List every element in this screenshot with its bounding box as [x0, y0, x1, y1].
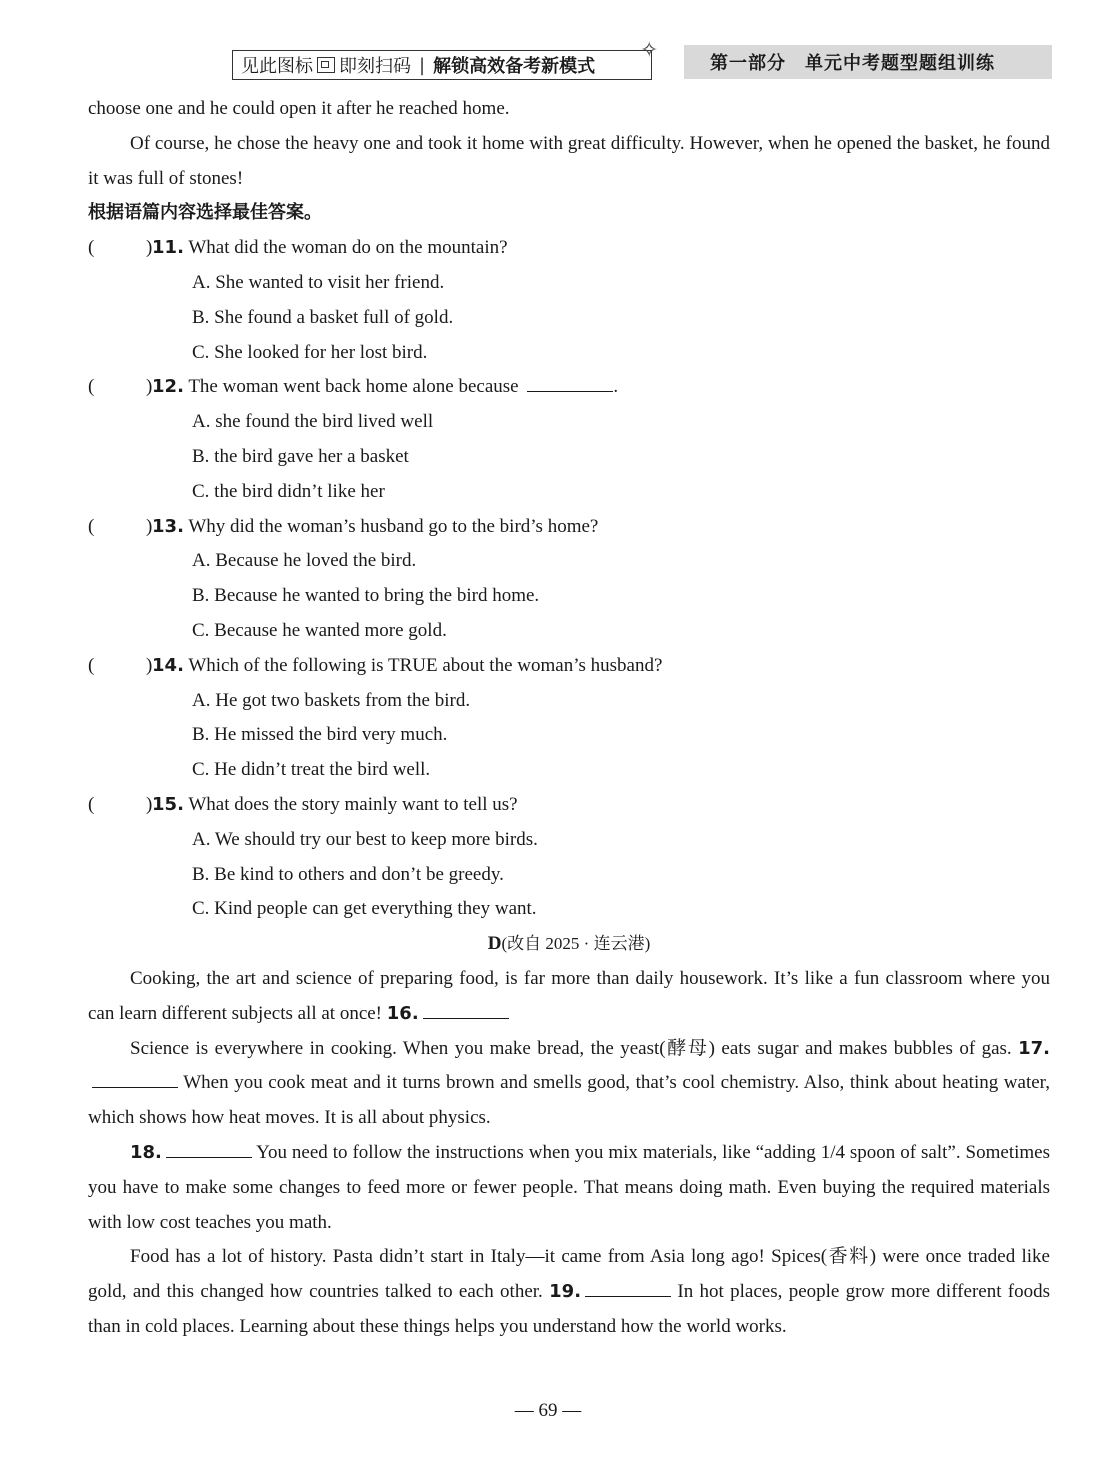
question-text: 13. Why did the woman’s husband go to the bird’s home? — [152, 515, 599, 537]
blank-number: 17. — [1018, 1037, 1051, 1059]
option: C. She looked for her lost bird. — [192, 341, 428, 363]
option: A. He got two baskets from the bird. — [192, 689, 471, 711]
question-text: 14. Which of the following is TRUE about the woman’s husband? — [152, 654, 663, 676]
passage-paragraph: Cooking, the art and science of preparing food, is far more than daily housework. It’s like a fun classroom where you can learn different subjects all at once! 16. — [88, 967, 1050, 1024]
passage-paragraph: 18. You need to follow the instructions when you mix materials, like “adding 1/4 spoon of salt”. Sometimes you have to make some changes to feed more or fewer people. That means doing math. Even buying the required materials with low cost teaches you math. — [88, 1136, 1050, 1240]
question-text: 12. The woman went back home alone because . — [152, 370, 618, 405]
section-source: (改自 2025 · 连云港) — [501, 934, 651, 954]
answer-paren-left: ( — [88, 515, 95, 537]
page-content — [88, 92, 1050, 1345]
instruction: 根据语篇内容选择最佳答案。 — [88, 202, 322, 224]
answer-paren-left: ( — [88, 376, 95, 398]
banner-divider: | — [419, 54, 426, 76]
answer-paren-right: ) — [146, 654, 153, 676]
option: B. She found a basket full of gold. — [192, 306, 454, 328]
blank-number: 19. — [549, 1281, 582, 1303]
answer-paren-right: ) — [146, 237, 153, 259]
question-number: 15 — [152, 793, 178, 815]
option: C. the bird didn’t like her — [192, 480, 385, 502]
question-number: 13 — [152, 515, 178, 537]
scan-code-icon — [317, 57, 335, 73]
question-11 — [88, 231, 1050, 266]
section-banner: 第一部分 单元中考题型题组训练 — [684, 45, 1052, 79]
passage-paragraph: Science is everywhere in cooking. When you make bread, the yeast(酵母) eats sugar and makes bubbles of gas. 17. When you cook meat and it turns brown and smells good, that’s cool chemistry. Also, think about heating water, which shows how heat moves. It is all about physics. — [88, 1037, 1051, 1129]
question-number: 12 — [152, 376, 178, 398]
answer-paren-right: ) — [146, 376, 153, 398]
question-stem: Why did the woman’s husband go to the bird’s home? — [188, 515, 599, 537]
option: A. Because he loved the bird. — [192, 550, 417, 572]
question-12 — [88, 370, 1050, 405]
question-stem: The woman went back home alone because — [188, 376, 519, 398]
option: A. We should try our best to keep more birds. — [192, 828, 538, 850]
question-text: 11. What did the woman do on the mountain? — [152, 237, 508, 259]
answer-paren-right: ) — [146, 793, 153, 815]
answer-paren-right: ) — [146, 515, 153, 537]
answer-blank[interactable] — [585, 1278, 671, 1297]
question-stem: What does the story mainly want to tell us? — [188, 793, 518, 815]
question-13 — [88, 510, 1050, 545]
question-15 — [88, 788, 1050, 823]
answer-blank[interactable] — [166, 1139, 252, 1158]
option: A. She wanted to visit her friend. — [192, 271, 445, 293]
answer-blank[interactable] — [423, 1000, 509, 1019]
banner-text-c: 解锁高效备考新模式 — [433, 56, 596, 77]
answer-blank[interactable] — [92, 1069, 178, 1088]
banner-text-b: 即刻扫码 — [339, 56, 411, 77]
page-number: — 69 — — [514, 1400, 582, 1421]
question-number: 14 — [152, 654, 178, 676]
answer-paren-left: ( — [88, 654, 95, 676]
passage-paragraph: Of course, he chose the heavy one and took it home with great difficulty. However, when he opened the basket, he found it was full of stones! — [88, 132, 1050, 189]
option: A. she found the bird lived well — [192, 411, 434, 433]
option: B. the bird gave her a basket — [192, 445, 409, 467]
answer-paren-left: ( — [88, 793, 95, 815]
blank-number: 16. — [386, 1002, 419, 1024]
section-letter: D — [487, 933, 502, 955]
question-text: 15. What does the story mainly want to tell us? — [152, 793, 518, 815]
answer-blank[interactable] — [527, 373, 613, 392]
question-stem: Which of the following is TRUE about the woman’s husband? — [188, 654, 663, 676]
option: C. Kind people can get everything they want. — [192, 898, 537, 920]
option: B. Be kind to others and don’t be greedy. — [192, 863, 504, 885]
sparkle-icon: ✧ — [640, 38, 659, 63]
scan-banner — [232, 50, 652, 80]
blank-number: 18. — [130, 1141, 162, 1163]
section-d-title — [88, 927, 1050, 962]
question-14 — [88, 649, 1050, 684]
option: B. Because he wanted to bring the bird home. — [192, 585, 540, 607]
page-header — [0, 40, 1096, 84]
passage-paragraph: Food has a lot of history. Pasta didn’t start in Italy—it came from Asia long ago! Spices(香料) were once traded like gold, and this changed how countries talked to each other. 19. In hot places, people grow more different foods than in cold places. Learning about these things helps you understand how the world works. — [88, 1246, 1051, 1337]
option: C. Because he wanted more gold. — [192, 619, 447, 641]
question-stem: What did the woman do on the mountain? — [188, 237, 508, 259]
answer-paren-left: ( — [88, 237, 95, 259]
banner-text-a: 见此图标 — [241, 56, 313, 77]
option: B. He missed the bird very much. — [192, 724, 448, 746]
passage-line: choose one and he could open it after he reached home. — [88, 98, 510, 119]
question-number: 11 — [152, 237, 178, 259]
option: C. He didn’t treat the bird well. — [192, 759, 431, 781]
